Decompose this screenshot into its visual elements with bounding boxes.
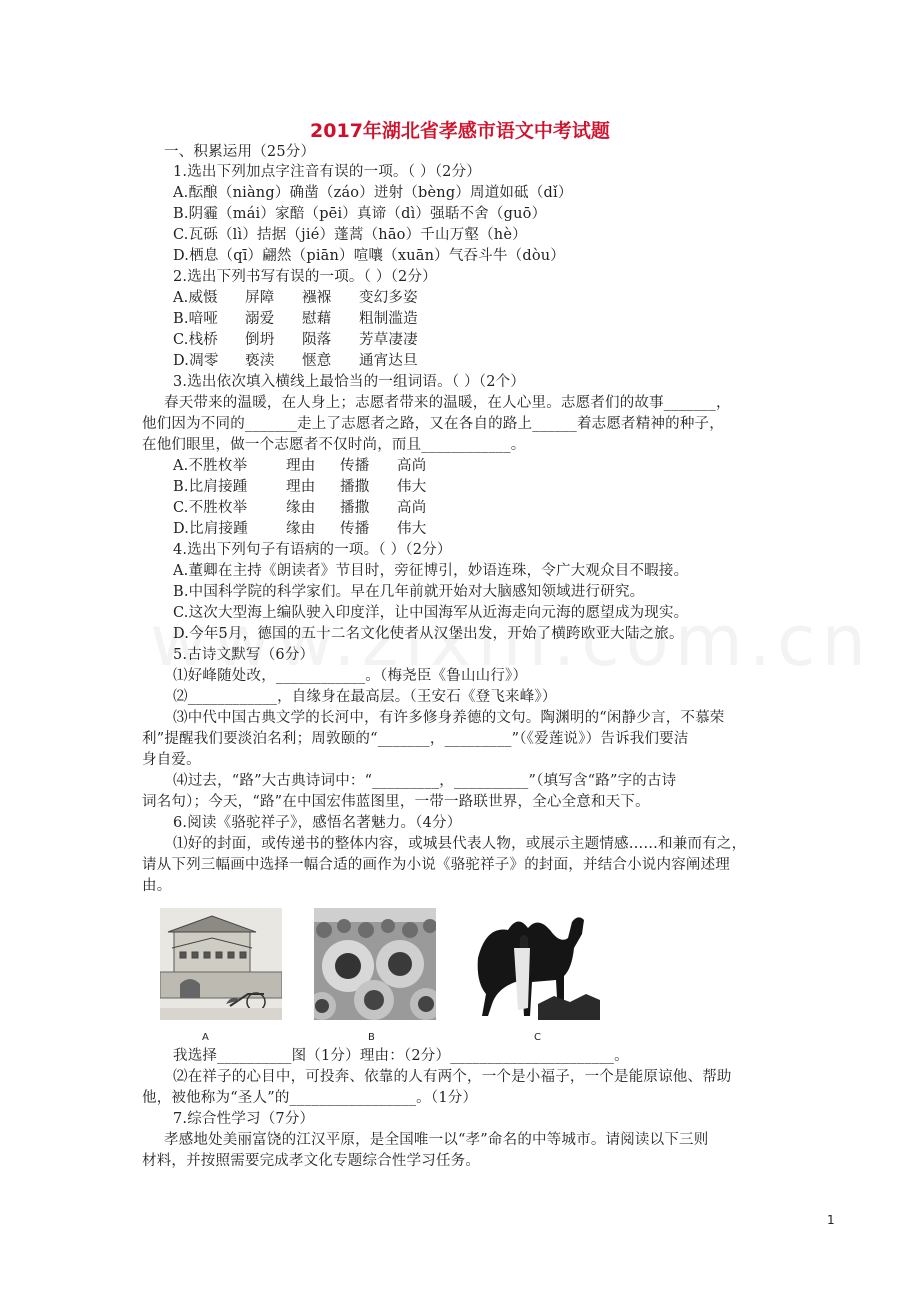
text-line: 一、积累运用（25分） <box>164 144 316 160</box>
text-line: ⑵在祥子的心目中，可投奔、依靠的人有两个，一个是小福子，一个是能原谅他、帮助 <box>173 1069 732 1085</box>
option-cell: 陨落 <box>302 332 332 348</box>
text-line: C.这次大型海上编队驶入印度洋，让中国海军从近海走向元海的愿望成为现实。 <box>173 605 689 621</box>
option-cell: 伟大 <box>397 479 427 495</box>
option-cell: 传播 <box>340 521 370 537</box>
text-line: A.酝酿（niàng）确凿（záo）迸射（bèng）周道如砥（dǐ） <box>173 185 573 201</box>
text-line: 1.选出下列加点字注音有误的一项。（ ）（2分） <box>173 164 481 180</box>
option-cell: 襁褓 <box>302 290 332 306</box>
option-cell: 慰藉 <box>302 311 332 327</box>
option-row <box>0 330 920 350</box>
option-cell: 伟大 <box>397 521 427 537</box>
text-line: 请从下列三幅画中选择一幅合适的画作为小说《骆驼祥子》的封面，并结合小说内容阐述理 <box>142 857 730 873</box>
option-cell: 通宵达旦 <box>359 353 418 369</box>
image-a-gate-tower <box>160 908 282 1020</box>
text-line: 4.选出下列句子有语病的一项。（ ）（2分） <box>173 542 452 558</box>
option-cell: 缘由 <box>286 500 316 516</box>
text-line: 5.古诗文默写（6分） <box>173 647 315 663</box>
option-cell: D.凋零 <box>173 353 219 369</box>
text-line: D.今年5月，德国的五十二名文化使者从汉堡出发，开始了横跨欧亚大陆之旅。 <box>173 626 684 642</box>
image-b-sunflowers <box>314 908 436 1020</box>
option-cell: 传播 <box>340 458 370 474</box>
text-line: ⑵____________，自缘身在最高层。（王安石《登飞来峰》） <box>173 689 557 705</box>
option-cell: C.栈桥 <box>173 332 218 348</box>
option-cell: 屏障 <box>245 290 275 306</box>
option-cell: 倒坍 <box>245 332 275 348</box>
option-cell: 缘由 <box>286 521 316 537</box>
option-row <box>0 351 920 371</box>
text-line: 由。 <box>142 878 172 894</box>
option-cell: 芳草凄凄 <box>359 332 418 348</box>
option-cell: C.不胜枚举 <box>173 500 248 516</box>
option-cell: 高尚 <box>397 500 427 516</box>
page-title: 2017年湖北省孝感市语文中考试题 <box>310 120 610 142</box>
option-cell: 亵渎 <box>245 353 275 369</box>
text-line: 身自爱。 <box>142 752 201 768</box>
text-line: 春天带来的温暖，在人身上；志愿者带来的温暖，在人心里。志愿者们的故事_______， <box>164 395 731 411</box>
text-line: 6.阅读《骆驼祥子》，感悟名著魅力。（4分） <box>173 815 462 831</box>
option-row <box>0 288 920 308</box>
option-row <box>0 498 920 518</box>
option-cell: D.比肩接踵 <box>173 521 248 537</box>
text-line: ⑷过去，“路”大古典诗词中：“_________，__________”（填写含“路”字的古诗 <box>173 773 677 789</box>
text-line: D.栖息（qī）翩然（piān）喧嚷（xuān）气吞斗牛（dòu） <box>173 248 565 264</box>
option-cell: 惬意 <box>302 353 332 369</box>
text-line: ⑴好的封面，或传递书的整体内容，或城县代表人物，或展示主题情感……和兼而有之， <box>173 836 747 852</box>
option-cell: 溺爱 <box>245 311 275 327</box>
text-line: 我选择__________图（1分）理由：（2分）______________________。 <box>173 1048 629 1064</box>
text-line: B.阴霾（mái）家醅（pēi）真谛（dì）强聒不舍（guō） <box>173 206 547 222</box>
text-line: 3.选出依次填入横线上最恰当的一组词语。（ ）（2个） <box>173 374 526 390</box>
text-line: 2.选出下列书写有误的一项。（ ）（2分） <box>173 269 437 285</box>
option-cell: 变幻多姿 <box>359 290 418 306</box>
text-line: 利”提醒我们要淡泊名利；周敦颐的“_______，_________”（《爱莲说》）告诉我们要洁 <box>142 731 689 747</box>
text-line: ⑶中代中国古典文学的长河中，有许多修身养德的文句。陶渊明的“闲静少言，不慕荣 <box>173 710 725 726</box>
option-row <box>0 519 920 539</box>
text-line: 词名句）；今天，“路”在中国宏伟蓝图里，一带一路联世界，全心全意和天下。 <box>142 794 650 810</box>
text-line: 他们因为不同的_______走上了志愿者之路，又在各自的路上______着志愿者精神的种子， <box>142 416 724 432</box>
text-line: ⑴好峰随处改，____________。（梅尧臣《鲁山山行》） <box>173 668 528 684</box>
option-cell: 高尚 <box>397 458 427 474</box>
text-line: 在他们眼里，做一个志愿者不仅时尚，而且____________。 <box>142 437 526 453</box>
image-b-caption: B <box>368 1032 375 1043</box>
image-c-caption: C <box>534 1032 541 1043</box>
text-line: 7.综合性学习（7分） <box>173 1111 315 1127</box>
text-line: 孝感地处美丽富饶的江汉平原，是全国唯一以“孝”命名的中等城市。请阅读以下三则 <box>164 1132 709 1148</box>
option-cell: 理由 <box>286 458 316 474</box>
option-cell: A.威慑 <box>173 290 218 306</box>
option-row <box>0 477 920 497</box>
text-line: 材料，并按照需要完成孝文化专题综合性学习任务。 <box>142 1153 481 1169</box>
option-cell: 播撒 <box>340 479 370 495</box>
cover-choice-images <box>158 908 618 1020</box>
option-cell: 粗制滥造 <box>359 311 418 327</box>
text-line: C.瓦砾（lì）拮据（jié）蓬蒿（hāo）千山万壑（hè） <box>173 227 527 243</box>
text-line: B.中国科学院的科学家们。早在几年前就开始对大脑感知领域进行研究。 <box>173 584 645 600</box>
text-line: A.董卿在主持《朗读者》节目时，旁征博引，妙语连珠，令广大观众目不暇接。 <box>173 563 689 579</box>
option-cell: 播撒 <box>340 500 370 516</box>
image-c-camel-silhouette <box>468 908 603 1020</box>
option-row <box>0 456 920 476</box>
option-row <box>0 309 920 329</box>
option-cell: B.喑哑 <box>173 311 219 327</box>
text-line: 他，被他称为“圣人”的_________________。（1分） <box>142 1090 478 1106</box>
page-number: 1 <box>827 1213 835 1227</box>
image-a-caption: A <box>202 1032 209 1043</box>
option-cell: A.不胜枚举 <box>173 458 248 474</box>
option-cell: B.比肩接踵 <box>173 479 248 495</box>
option-cell: 理由 <box>286 479 316 495</box>
